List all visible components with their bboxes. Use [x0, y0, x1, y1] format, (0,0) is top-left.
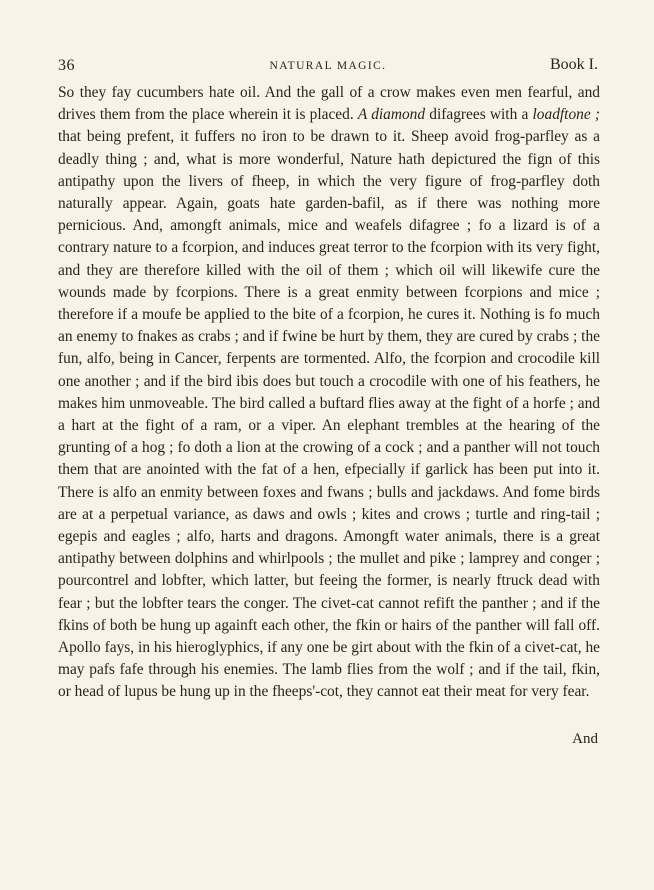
text-run: So they fay cucumbers hate oil. And the gall of a crow makes even men fearful, and drives them from the place wherein it is placed. — [58, 84, 600, 124]
book-label: Book I. — [550, 56, 598, 73]
running-head — [58, 57, 598, 79]
catchword: And — [572, 731, 598, 747]
text-run: that being prefent, it fuffers no iron to be drawn to it. Sheep avoid frog-parfley as a deadly thing ; and, what is more wonderful, Nature hath depictured the fign of this antipathy upon the livers of fheep, in which the very figure of frog-parfley doth naturally appear. Again, goats hate garden-bafil, as if there was nothing more pernicious. And, amongft animals, mice and weafels difagree ; fo a lizard is of a contrary nature to a fcorpion, and induces great terror to the fcorpion with its very fight, and they are therefore killed with the oil of them ; which oil will likewife cure the wounds made by fcorpions. There is a great enmity between fcorpions and mice ; therefore if a moufe be applied to the bite of a fcorpion, he cures it. Nothing is fo much an enemy to fnakes as crabs ; and if fwine be hurt by them, they are cured by crabs ; the fun, alfo, being in Cancer, ferpents are tormented. Alfo, the fcorpion and crocodile kill one another ; and if the bird ibis does but touch a crocodile with one of his feathers, he makes him unmoveable. The bird called a buftard flies away at the fight of a horfe ; and a hart at the fight of a ram, or a viper. An elephant trembles at the hearing of the grunting of a hog ; fo doth a lion at the crowing of a cock ; and a panther will not touch them that are anointed with the fat of a hen, efpecially if garlick has been put into it. There is alfo an enmity between foxes and fwans ; bulls and jackdaws. And fome birds are at a perpetual variance, as daws and owls ; kites and crows ; turtle and ring-tail ; egepis and eagles ; alfo, harts and dragons. Amongft water animals, there is a great antipathy between dolphins and whirlpools ; the mullet and pike ; lamprey and conger ; pourcontrel and lobfter, which latter, but feeing the former, is nearly ftruck dead with fear ; but the lobfter tears the conger. The civet-cat cannot refift the panther ; and if the fkins of both be hung up againft each other, the fkin or hairs of the panther will fall off. Apollo fays, in his hieroglyphics, if any one be girt about with the fkin of a civet-cat, he may pafs fafe through his enemies. The lamb flies from the wolf ; and if the tail, fkin, or head of lupus be hung up in the fheeps'-cot, they cannot eat their meat for very fear. — [58, 128, 600, 701]
page-number: 36 — [58, 57, 75, 74]
italic-term-loadstone: loadftone ; — [532, 106, 601, 124]
body-paragraph — [58, 82, 600, 704]
running-title: NATURAL MAGIC. — [269, 60, 387, 72]
text-run: difagrees with a — [425, 106, 533, 124]
italic-term-diamond: A diamond — [357, 106, 426, 124]
